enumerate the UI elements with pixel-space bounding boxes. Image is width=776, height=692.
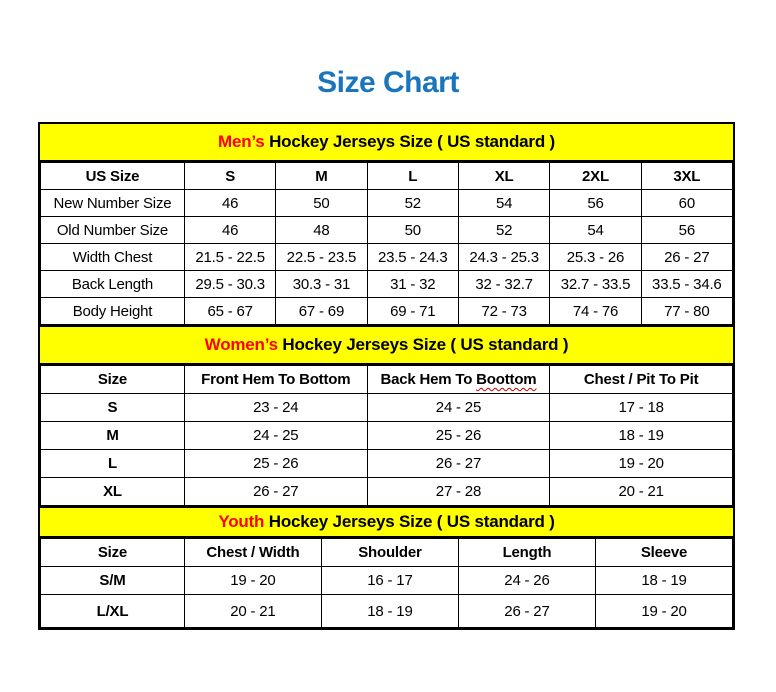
- table-row: [41, 190, 733, 217]
- row-label: XL: [41, 478, 185, 506]
- row-label: S: [41, 394, 185, 422]
- size-cell: 19 - 20: [595, 595, 732, 628]
- size-cell: 19 - 20: [184, 567, 321, 595]
- size-cell: 52: [367, 190, 458, 217]
- size-cell: 20 - 21: [184, 595, 321, 628]
- size-cell: 54: [550, 217, 641, 244]
- misspelled-word: Boottom: [476, 371, 537, 388]
- youth-highlight: Youth: [218, 512, 265, 531]
- column-header: [367, 366, 550, 394]
- size-cell: 56: [550, 190, 641, 217]
- size-chart-tables: [38, 122, 735, 630]
- row-label: L: [41, 450, 185, 478]
- size-cell: 23 - 24: [184, 394, 367, 422]
- size-cell: 22.5 - 23.5: [276, 244, 367, 271]
- womens-header-rest: Hockey Jerseys Size ( US standard ): [277, 335, 569, 354]
- column-header: Front Hem To Bottom: [184, 366, 367, 394]
- size-cell: 25 - 26: [367, 422, 550, 450]
- size-cell: 50: [276, 190, 367, 217]
- size-cell: 56: [641, 217, 732, 244]
- row-label: Body Height: [41, 298, 185, 325]
- size-cell: 50: [367, 217, 458, 244]
- size-cell: 20 - 21: [550, 478, 733, 506]
- table-row: [41, 478, 733, 506]
- size-cell: 74 - 76: [550, 298, 641, 325]
- size-cell: 54: [458, 190, 549, 217]
- table-row: [41, 595, 733, 628]
- table-row: [41, 450, 733, 478]
- size-cell: 17 - 18: [550, 394, 733, 422]
- mens-header-row: [41, 163, 733, 190]
- womens-header-row: [41, 366, 733, 394]
- table-row: [41, 298, 733, 325]
- table-row: [41, 244, 733, 271]
- column-header: 2XL: [550, 163, 641, 190]
- size-cell: 48: [276, 217, 367, 244]
- page-title: Size Chart: [317, 66, 459, 99]
- table-row: [41, 217, 733, 244]
- youth-size-table: [40, 538, 733, 628]
- table-row: [41, 567, 733, 595]
- size-cell: 27 - 28: [367, 478, 550, 506]
- size-cell: 19 - 20: [550, 450, 733, 478]
- size-cell: 46: [184, 190, 275, 217]
- womens-section-header: [40, 325, 733, 365]
- youth-header-rest: Hockey Jerseys Size ( US standard ): [264, 512, 555, 531]
- size-cell: 30.3 - 31: [276, 271, 367, 298]
- size-cell: 24.3 - 25.3: [458, 244, 549, 271]
- size-cell: 29.5 - 30.3: [184, 271, 275, 298]
- column-header: S: [184, 163, 275, 190]
- size-cell: 69 - 71: [367, 298, 458, 325]
- column-header: Sleeve: [595, 539, 732, 567]
- column-header: Size: [41, 539, 185, 567]
- womens-highlight: Women’s: [204, 335, 278, 354]
- size-cell: 16 - 17: [321, 567, 458, 595]
- column-header: Size: [41, 366, 185, 394]
- row-label: Width Chest: [41, 244, 185, 271]
- column-header: Shoulder: [321, 539, 458, 567]
- size-cell: 24 - 25: [367, 394, 550, 422]
- womens-size-table: [40, 365, 733, 506]
- size-cell: 32 - 32.7: [458, 271, 549, 298]
- row-label: Old Number Size: [41, 217, 185, 244]
- column-header: XL: [458, 163, 549, 190]
- column-header: 3XL: [641, 163, 732, 190]
- row-label: L/XL: [41, 595, 185, 628]
- table-row: [41, 394, 733, 422]
- column-header: Chest / Width: [184, 539, 321, 567]
- mens-header-rest: Hockey Jerseys Size ( US standard ): [264, 132, 555, 151]
- size-cell: 77 - 80: [641, 298, 732, 325]
- table-row: [41, 422, 733, 450]
- size-cell: 33.5 - 34.6: [641, 271, 732, 298]
- size-cell: 18 - 19: [595, 567, 732, 595]
- mens-highlight: Men’s: [218, 132, 265, 151]
- column-header-text: Back Hem To: [380, 371, 477, 388]
- row-label: New Number Size: [41, 190, 185, 217]
- size-cell: 18 - 19: [550, 422, 733, 450]
- column-header: Length: [458, 539, 595, 567]
- size-cell: 46: [184, 217, 275, 244]
- size-cell: 18 - 19: [321, 595, 458, 628]
- size-cell: 24 - 26: [458, 567, 595, 595]
- size-cell: 26 - 27: [367, 450, 550, 478]
- youth-header-row: [41, 539, 733, 567]
- size-cell: 25 - 26: [184, 450, 367, 478]
- size-cell: 67 - 69: [276, 298, 367, 325]
- size-cell: 24 - 25: [184, 422, 367, 450]
- youth-section-header: [40, 506, 733, 538]
- row-label: M: [41, 422, 185, 450]
- size-cell: 26 - 27: [458, 595, 595, 628]
- column-header: M: [276, 163, 367, 190]
- column-header: Chest / Pit To Pit: [550, 366, 733, 394]
- column-header: L: [367, 163, 458, 190]
- size-cell: 26 - 27: [641, 244, 732, 271]
- size-cell: 21.5 - 22.5: [184, 244, 275, 271]
- size-cell: 60: [641, 190, 732, 217]
- size-cell: 26 - 27: [184, 478, 367, 506]
- mens-section-header: [40, 124, 733, 162]
- size-cell: 52: [458, 217, 549, 244]
- size-cell: 31 - 32: [367, 271, 458, 298]
- size-cell: 25.3 - 26: [550, 244, 641, 271]
- size-cell: 23.5 - 24.3: [367, 244, 458, 271]
- size-cell: 65 - 67: [184, 298, 275, 325]
- mens-size-table: [40, 162, 733, 325]
- table-row: [41, 271, 733, 298]
- row-label: S/M: [41, 567, 185, 595]
- size-cell: 32.7 - 33.5: [550, 271, 641, 298]
- row-label: Back Length: [41, 271, 185, 298]
- column-header: US Size: [41, 163, 185, 190]
- size-cell: 72 - 73: [458, 298, 549, 325]
